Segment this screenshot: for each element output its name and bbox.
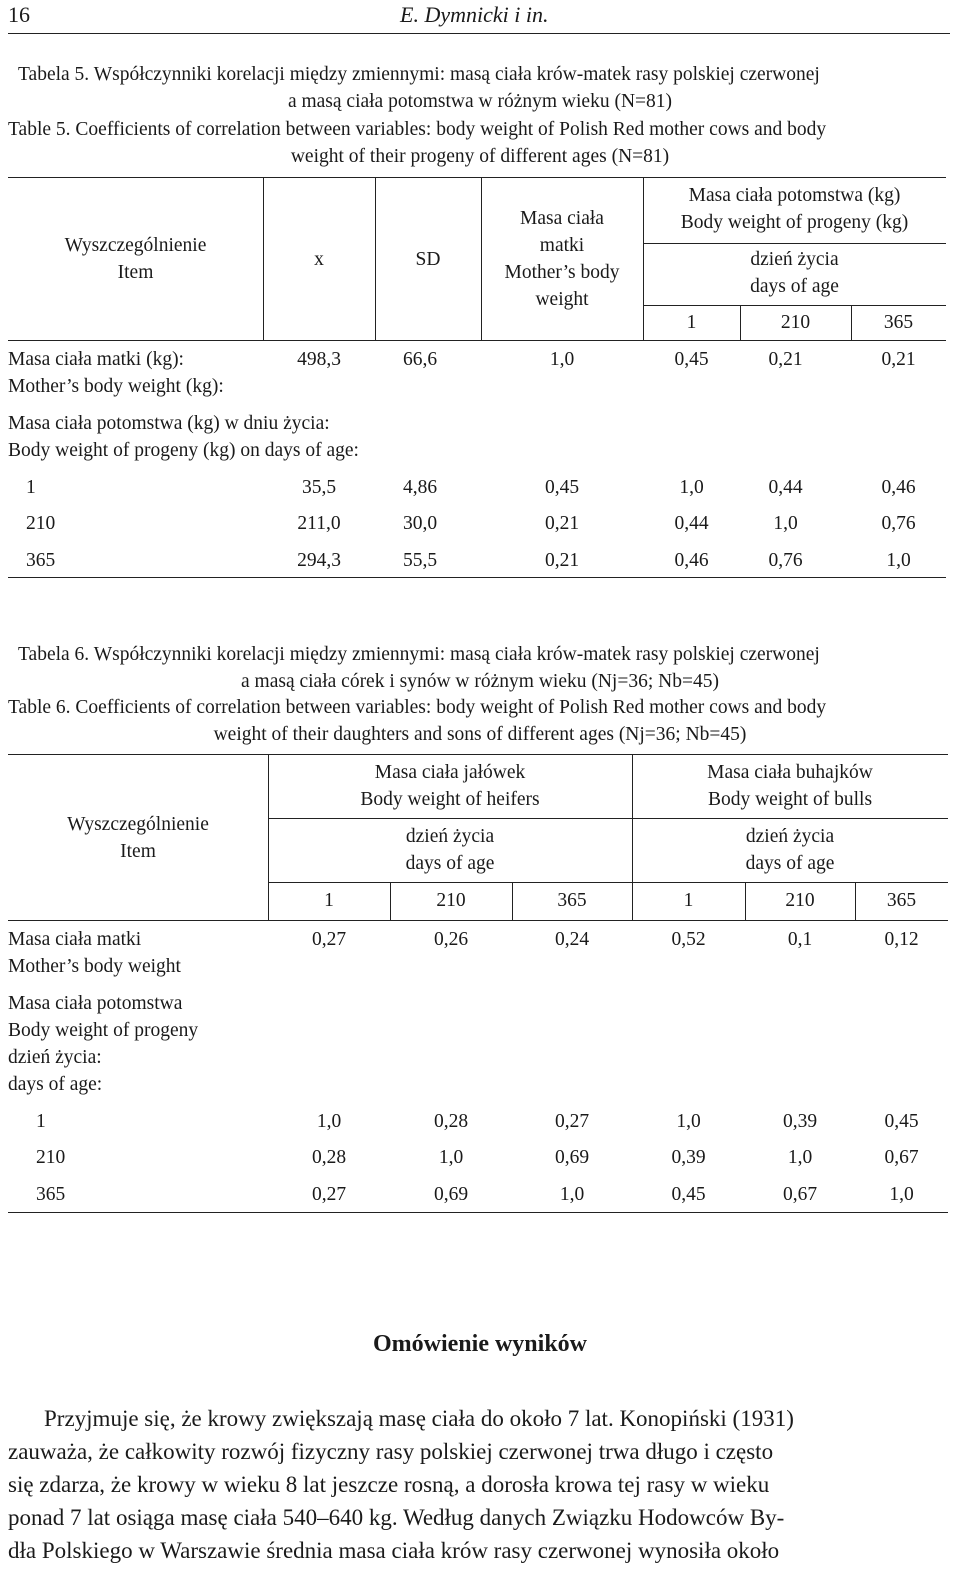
- table5-head-mother: weight: [535, 289, 589, 310]
- table5-head-day: 365: [883, 312, 914, 333]
- row-label: Masa ciała matki (kg):: [8, 349, 184, 370]
- table5-head-mother: Mother’s body: [504, 262, 620, 283]
- table6-head-heifers-en: Body weight of heifers: [360, 789, 540, 810]
- table5-head-progeny-pl: Masa ciała potomstwa (kg): [688, 185, 901, 206]
- table-cell: 1,0: [679, 477, 704, 498]
- table5-head-item-pl: Wyszczególnienie: [64, 235, 207, 256]
- table-cell: 0,39: [782, 1111, 818, 1132]
- table-cell: 0,1: [787, 929, 813, 950]
- table6-caption-en: Table 6. Coefficients of correlation between variables: body weight of Polish Red mother cows and body: [8, 697, 827, 718]
- table6-head-item-en: Item: [120, 841, 156, 862]
- table-cell: 4,86: [402, 477, 438, 498]
- row-label: 1: [26, 477, 36, 498]
- table5-top-rule: [8, 177, 946, 178]
- table-cell: 1,0: [438, 1147, 464, 1168]
- paragraph-line: ponad 7 lat osiąga masę ciała 540–640 kg. Według danych Związku Hodowców By-: [8, 1505, 785, 1530]
- table-cell: 0,26: [433, 929, 469, 950]
- table-cell: 0,21: [768, 349, 803, 370]
- table-cell: 1,0: [773, 513, 798, 534]
- table-cell: 0,45: [674, 349, 709, 370]
- row-label: 1: [36, 1111, 46, 1132]
- table5-head-x: x: [314, 249, 324, 270]
- table-cell: 0,76: [768, 550, 803, 571]
- group-label: dzień życia:: [8, 1047, 102, 1068]
- table5-header-rule: [8, 340, 946, 341]
- table-cell: 0,46: [674, 550, 709, 571]
- table-cell: 0,45: [544, 477, 580, 498]
- paragraph-line: dła Polskiego w Warszawie średnia masa ciała krów rasy czerwonej wynosiła około: [8, 1538, 780, 1563]
- section-title: Omówienie wyników: [372, 1331, 587, 1357]
- table6-head-day: 1: [324, 890, 334, 911]
- table-cell: 0,52: [671, 929, 706, 950]
- table5-caption-en: Table 5. Coefficients of correlation between variables: body weight of Polish Red mother cows and body: [8, 119, 827, 140]
- table-cell: 0,39: [671, 1147, 706, 1168]
- row-label: 365: [26, 550, 56, 571]
- row-label: 210: [26, 513, 56, 534]
- table6-head-days-en: days of age: [745, 853, 835, 874]
- table6-head-day: 210: [436, 890, 466, 911]
- table6-head-days-en: days of age: [405, 853, 495, 874]
- table6-caption-en-cont: weight of their daughters and sons of different ages (Nj=36; Nb=45): [213, 724, 747, 745]
- table-cell: 211,0: [297, 513, 341, 534]
- table5-caption-pl-cont: a masą ciała potomstwa w różnym wieku (N=81): [287, 91, 673, 112]
- table6-head-days-pl: dzień życia: [745, 826, 835, 847]
- group-label: Masa ciała potomstwa: [8, 993, 183, 1014]
- table-cell: 0,69: [554, 1147, 590, 1168]
- table-cell: 0,44: [674, 513, 709, 534]
- table-cell: 55,5: [402, 550, 438, 571]
- table6-head-day: 365: [557, 890, 587, 911]
- table5-head-day: 210: [780, 312, 811, 333]
- table-cell: 498,3: [297, 349, 341, 370]
- group-label: days of age:: [8, 1074, 103, 1095]
- table-cell: 0,27: [311, 929, 347, 950]
- table-cell: 1,0: [676, 1111, 701, 1132]
- row-label: 365: [36, 1184, 66, 1205]
- table5-head-progeny-en: Body weight of progeny (kg): [680, 212, 909, 233]
- table5-head-item-en: Item: [117, 262, 154, 283]
- table-cell: 0,27: [554, 1111, 590, 1132]
- table-cell: 0,44: [768, 477, 803, 498]
- table-cell: 0,12: [884, 929, 919, 950]
- table-cell: 0,21: [544, 513, 580, 534]
- page-number: 16: [8, 2, 30, 27]
- table-cell: 0,28: [311, 1147, 347, 1168]
- group-label: Body weight of progeny: [8, 1020, 199, 1041]
- table-cell: 1,0: [549, 349, 575, 370]
- table6-top-rule: [8, 754, 948, 755]
- table6-head-item-pl: Wyszczególnienie: [67, 814, 209, 835]
- table6-head-bulls-pl: Masa ciała buhajków: [707, 762, 873, 783]
- table6-group-rule: [268, 818, 948, 819]
- table-cell: 66,6: [402, 349, 438, 370]
- table6-head-day: 1: [683, 890, 694, 911]
- table5-head-day: 1: [686, 312, 697, 333]
- table5-head-mother: matki: [539, 235, 585, 256]
- table5-days-rule: [643, 305, 946, 306]
- table5-caption-en-cont: weight of their progeny of different ages (N=81): [290, 146, 670, 167]
- paragraph-line: się zdarza, że krowy w wieku 8 lat jeszcze rosną, a dorosła krowa tej rasy w wieku: [8, 1472, 770, 1497]
- paragraph-line: Przyjmuje się, że krowy zwiększają masę ciała do około 7 lat. Konopiński (1931): [44, 1406, 794, 1431]
- table6-head-heifers-pl: Masa ciała jałówek: [374, 762, 526, 783]
- table-cell: 1,0: [559, 1184, 585, 1205]
- table-cell: 1,0: [889, 1184, 914, 1205]
- table5-progeny-rule: [643, 243, 946, 244]
- table6-head-days-pl: dzień życia: [405, 826, 495, 847]
- table-cell: 0,45: [671, 1184, 706, 1205]
- table-cell: 1,0: [316, 1111, 342, 1132]
- table-cell: 30,0: [402, 513, 438, 534]
- table-cell: 0,28: [433, 1111, 469, 1132]
- table6-head-day: 210: [785, 890, 815, 911]
- group-label: Masa ciała potomstwa (kg) w dniu życia:: [8, 413, 330, 434]
- table-cell: 0,76: [881, 513, 916, 534]
- table-cell: 0,27: [311, 1184, 347, 1205]
- table6-caption-pl-cont: a masą ciała córek i synów w różnym wieku (Nj=36; Nb=45): [241, 671, 719, 692]
- table-cell: 0,21: [881, 349, 916, 370]
- running-title: E. Dymnicki i in.: [400, 2, 549, 27]
- table6-caption-pl: Tabela 6. Współczynniki korelacji między zmiennymi: masą ciała krów-matek rasy polskiej czerwonej: [18, 644, 820, 665]
- row-label: Masa ciała matki: [8, 929, 142, 950]
- table-cell: 1,0: [787, 1147, 813, 1168]
- table5-caption-pl: Tabela 5. Współczynniki korelacji między zmiennymi: masą ciała krów-matek rasy polskiej czerwonej: [18, 64, 820, 85]
- row-label: Mother’s body weight (kg):: [8, 376, 224, 397]
- header-rule: [8, 33, 950, 34]
- table-cell: 0,24: [554, 929, 590, 950]
- row-label: 210: [36, 1147, 66, 1168]
- row-label: Mother’s body weight: [8, 956, 181, 977]
- table-cell: 0,46: [881, 477, 916, 498]
- table-cell: 0,45: [884, 1111, 919, 1132]
- table-cell: 35,5: [301, 477, 337, 498]
- table5-bottom-rule: [8, 577, 946, 578]
- table-cell: 0,67: [782, 1184, 818, 1205]
- table-cell: 294,3: [297, 550, 341, 571]
- table5-head-days-pl: dzień życia: [750, 249, 839, 270]
- paragraph-line: zauważa, że całkowity rozwój fizyczny rasy polskiej czerwonej trwa długo i często: [8, 1439, 774, 1464]
- table5-head-mother: Masa ciała: [520, 208, 604, 229]
- table6-bottom-rule: [8, 1212, 948, 1213]
- table6-days-rule: [268, 882, 948, 883]
- table-cell: 0,21: [544, 550, 580, 571]
- table6-header-rule: [8, 920, 948, 921]
- table5-head-days-en: days of age: [750, 276, 839, 297]
- table5-head-sd: SD: [415, 249, 441, 270]
- table-cell: 0,67: [884, 1147, 919, 1168]
- table6-head-bulls-en: Body weight of bulls: [707, 789, 873, 810]
- table6-head-day: 365: [886, 890, 917, 911]
- group-label: Body weight of progeny (kg) on days of age:: [8, 440, 359, 461]
- table-cell: 1,0: [886, 550, 911, 571]
- table-cell: 0,69: [433, 1184, 469, 1205]
